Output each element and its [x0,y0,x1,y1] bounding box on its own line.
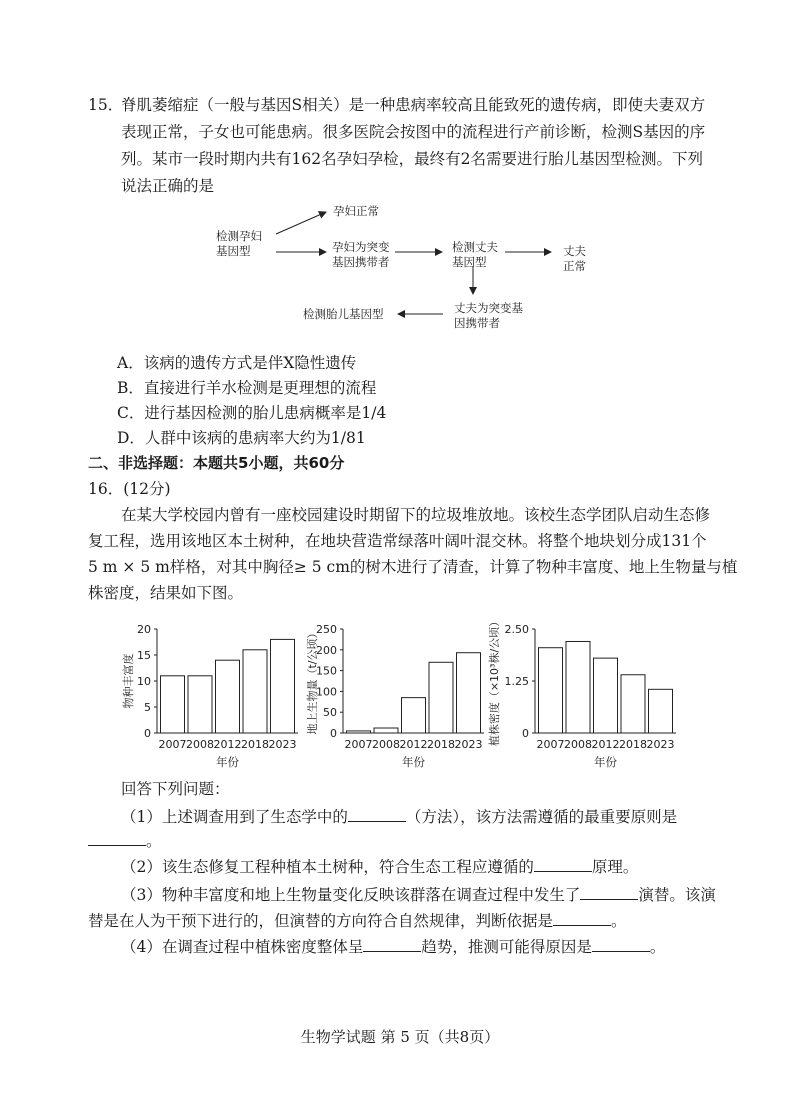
sub-question-3-cont [88,910,627,932]
q16-intro-line-1: 在某大学校园内曾有一座校园建设时期留下的垃圾堆放地。该校生态学团队启动生态修 [121,506,711,524]
sub-question-3-text-b: 演替。该演 [638,886,716,904]
q15-number: 15． [88,96,124,114]
chart-1-category-label: 2008 [186,738,214,751]
chart-2-category-label: 2018 [427,738,455,751]
sub-question-1-cont [88,830,162,852]
sub-question-2 [121,856,638,878]
sub-question-2-text-a: （2）该生态修复工程种植本土树种，符合生态工程应遵循的 [121,858,534,876]
chart-1-category-label: 2007 [158,738,187,751]
sub-question-3-text-d: 。 [611,912,627,930]
answer-blank-7[interactable] [592,936,650,952]
answer-blank-4[interactable] [580,884,638,900]
q16-header: 16．(12分) [88,480,171,498]
chart-2-category-label: 2008 [372,738,400,751]
chart-3-ytick-label: 2.50 [504,623,529,636]
chart-2-bar [429,662,453,733]
q15-option-b: B．直接进行羊水检测是更理想的流程 [117,379,377,397]
chart-3-category-label: 2018 [619,738,647,751]
chart-1-category-label: 2012 [213,738,242,751]
chart-2-ytick-label: 200 [316,643,337,657]
chart-1-bar [271,639,295,733]
chart-1-ytick-label: 10 [137,675,151,688]
chart-3-category-label: 2008 [564,738,592,751]
sub-question-4-text-a: （4）在调查过程中植株密度整体呈 [121,938,364,956]
chart-2-x-label: 年份 [402,755,425,769]
arrow-to-pregnant-normal [276,212,326,234]
chart-3-x-label: 年份 [594,755,617,769]
chart-2-category-label: 2012 [399,738,428,751]
chart-3-bar [566,641,590,733]
flow-node-husband-normal: 丈夫 正常 [563,244,586,273]
chart-2-category-label: 2023 [454,738,483,751]
chart-3-bar [621,675,645,733]
chart-3-bar [539,648,563,733]
sub-question-1 [121,806,677,828]
chart-3-category-label: 2023 [646,738,675,751]
chart-1-bar [188,676,212,733]
chart-1-ytick-label: 20 [137,623,151,636]
chart-3-category-label: 2007 [536,738,565,751]
answer-blank-3[interactable] [534,856,592,872]
sub-question-4 [121,936,665,958]
answer-blank-1[interactable] [348,806,406,822]
page-footer: 生物学试题 第 5 页（共8页） [300,1028,500,1046]
chart-2-ytick-label: 100 [316,685,337,699]
chart-1-bar [161,676,185,733]
q16-bar-charts [0,605,800,775]
sub-question-4-text-b: 趋势，推测可能得原因是 [421,938,592,956]
section-2-heading: 二、非选择题：本题共5小题，共60分 [88,454,345,472]
flow-node-husband-carrier: 丈夫为突变基 因携带者 [454,301,523,330]
q15-option-d: D．人群中该病的患病率大约为1/81 [117,429,366,447]
chart-3-ytick-label: 0 [522,727,529,740]
chart-3-ytick-label: 1.25 [504,675,529,688]
sub-question-3-text-a: （3）物种丰富度和地上生物量变化反映该群落在调查过程中发生了 [121,886,581,904]
sub-question-4-text-c: 。 [649,938,666,956]
answer-blank-2[interactable] [88,830,146,846]
q15-stem-line-3: 列。某市一段时期内共有162名孕妇孕检，最终有2名需要进行胎儿基因型检测。下列 [121,150,703,168]
chart-3-category-label: 2012 [591,738,620,751]
chart-1-x-label: 年份 [216,755,239,769]
flow-diagram-arrows [0,0,800,340]
chart-2-bar [347,731,371,733]
chart-2-bar [374,728,398,733]
chart-1-ytick-label: 5 [144,701,151,714]
flow-node-test-fetus: 检测胎儿基因型 [303,307,384,321]
flow-node-test-husband: 检测丈夫 基因型 [452,240,498,269]
chart-1-bar [216,660,240,733]
sub-question-3-text-c: 替是在人为干预下进行的，但演替的方向符合自然规律，判断依据是 [88,912,554,930]
sub-question-2-text-b: 原理。 [591,858,639,876]
q15-option-c: C．进行基因检测的胎儿患病概率是1/4 [117,404,387,422]
chart-2-y-label: 地上生物量（t/公顷） [306,627,319,735]
flow-node-test-pregnant: 检测孕妇 基因型 [216,229,262,258]
chart-1-ytick-label: 0 [144,727,151,740]
chart-1-category-label: 2023 [268,738,297,751]
q15-option-a: A．该病的遗传方式是伴X隐性遗传 [117,354,357,372]
answer-blank-5[interactable] [553,910,611,926]
chart-1-category-label: 2018 [241,738,269,751]
chart-3-y-label: 植株密度（×10³株/公顷） [488,615,501,747]
chart-3-bar [594,658,618,733]
chart-2-ytick-label: 250 [316,623,337,636]
sub-question-1-text-a: （1）上述调查用到了生态学中的 [121,808,348,826]
chart-2-bar [457,653,481,733]
q15-stem-line-2: 表现正常，子女也可能患病。很多医院会按图中的流程进行产前诊断，检测S基因的序 [121,123,706,141]
chart-3-bar [649,689,673,733]
chart-1-ytick-label: 15 [137,649,151,662]
flow-node-pregnant-normal: 孕妇正常 [333,204,379,218]
q16-intro-line-4: 株密度，结果如下图。 [88,584,244,602]
sub-question-1-text-b: （方法），该方法需遵循的最重要原则是 [405,808,678,826]
q15-stem-line-4: 说法正确的是 [121,177,215,195]
q16-intro-line-3: 5 m × 5 m样格，对其中胸径≥ 5 cm的树木进行了清查，计算了物种丰富度、地上生物量与植 [88,558,738,576]
flow-node-pregnant-carrier: 孕妇为突变 基因携带者 [332,240,390,269]
chart-2-bar [402,698,426,733]
q15-stem-line-1: 脊肌萎缩症（一般与基因S相关）是一种患病率较高且能致死的遗传病，即使夫妻双方 [121,96,706,114]
chart-1-bar [243,650,267,733]
chart-2-ytick-label: 50 [323,706,337,720]
sub-question-1-end: 。 [146,832,162,850]
chart-1-y-label: 物种丰富度 [122,653,135,709]
chart-2-category-label: 2007 [344,738,373,751]
chart-2-ytick-label: 150 [316,664,337,678]
answer-prompt: 回答下列问题： [121,780,230,798]
sub-question-3 [121,884,716,906]
q16-intro-line-2: 复工程，选用该地区本土树种，在地块营造常绿落叶阔叶混交林。将整个地块划分成131个 [88,532,707,550]
chart-2-ytick-label: 0 [330,727,337,740]
answer-blank-6[interactable] [363,936,421,952]
